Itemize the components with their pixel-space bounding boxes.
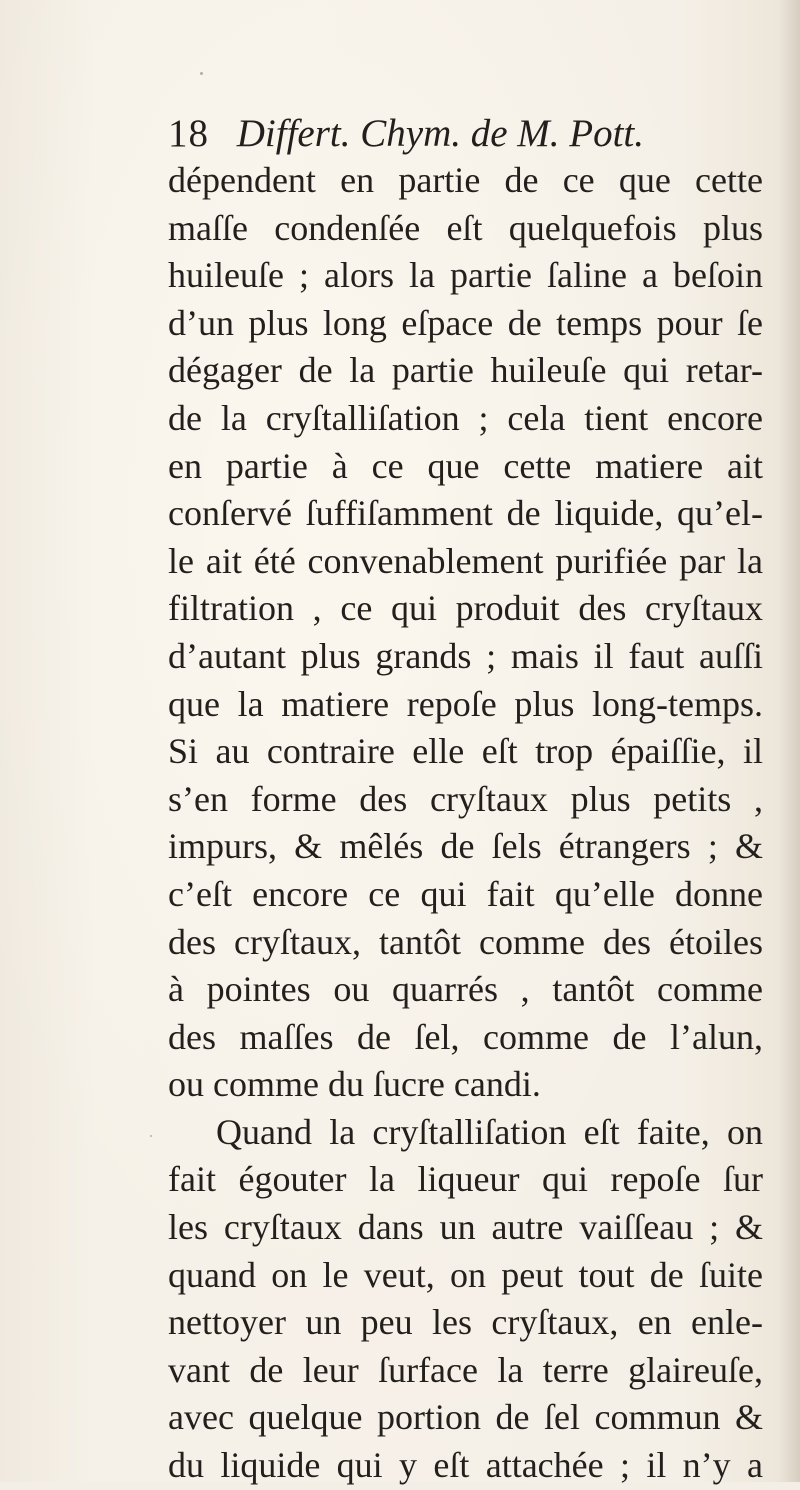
text-line: c’eſt encore ce qui fait qu’elle donne [168, 873, 763, 914]
page-edge-shadow [778, 0, 800, 1482]
running-header [168, 110, 768, 158]
text-line: le ait été convenablement purifiée par la [168, 540, 763, 581]
text-line: quand on le veut, on peut tout de ſuite [168, 1254, 763, 1295]
paper-speck [200, 72, 203, 75]
paper-speck [150, 1135, 152, 1137]
text-line: dégager de la partie huileuſe qui retar- [168, 350, 763, 391]
body-text [168, 157, 763, 1490]
text-line: maſſe condenſée eſt quelquefois plus [168, 207, 763, 248]
text-line: en partie à ce que cette matiere ait [168, 445, 763, 486]
text-line: vant de leur ſurface la terre glaireuſe, [168, 1349, 763, 1390]
text-line: d’un plus long eſpace de temps pour ſe [168, 302, 763, 343]
text-line: Quand la cryſtalliſation eſt faite, on [216, 1111, 763, 1152]
text-line: s’en forme des cryſtaux plus petits , [168, 778, 763, 819]
text-line: de la cryſtalliſation ; cela tient encore [168, 397, 763, 438]
text-line: d’autant plus grands ; mais il faut auſſi [168, 635, 763, 676]
text-line: ou comme du ſucre candi. [168, 1064, 541, 1105]
text-line: huileuſe ; alors la partie ſaline a beſoin [168, 255, 763, 296]
page-number: 18 [168, 112, 209, 155]
text-line: que la matiere repoſe plus long-temps. [168, 683, 763, 724]
text-line: des cryſtaux, tantôt comme des étoiles [168, 921, 763, 962]
text-line: impurs, & mêlés de ſels étrangers ; & [168, 826, 763, 867]
text-line: nettoyer un peu les cryſtaux, en enle- [168, 1302, 763, 1343]
paragraph-2 [168, 1109, 763, 1490]
text-line: avec quelque portion de ſel commun & [168, 1397, 763, 1438]
text-line: du liquide qui y eſt attachée ; il n’y a [168, 1445, 763, 1486]
text-line: à pointes ou quarrés , tantôt comme [168, 969, 763, 1010]
text-line: dépendent en partie de ce que cette [168, 160, 763, 200]
text-line: les cryſtaux dans un autre vaiſſeau ; & [168, 1207, 763, 1248]
text-line: conſervé ſuffiſamment de liquide, qu’el- [168, 493, 763, 534]
text-line: des maſſes de ſel, comme de l’alun, [168, 1016, 763, 1057]
text-line: filtration , ce qui produit des cryſtaux [168, 588, 763, 629]
running-title: Differt. Chym. de M. Pott. [236, 112, 645, 155]
text-line: Si au contraire elle eſt trop épaiſſie, il [168, 731, 763, 772]
paragraph-1 [168, 157, 763, 1109]
text-line: fait égouter la liqueur qui repoſe ſur [168, 1159, 763, 1200]
